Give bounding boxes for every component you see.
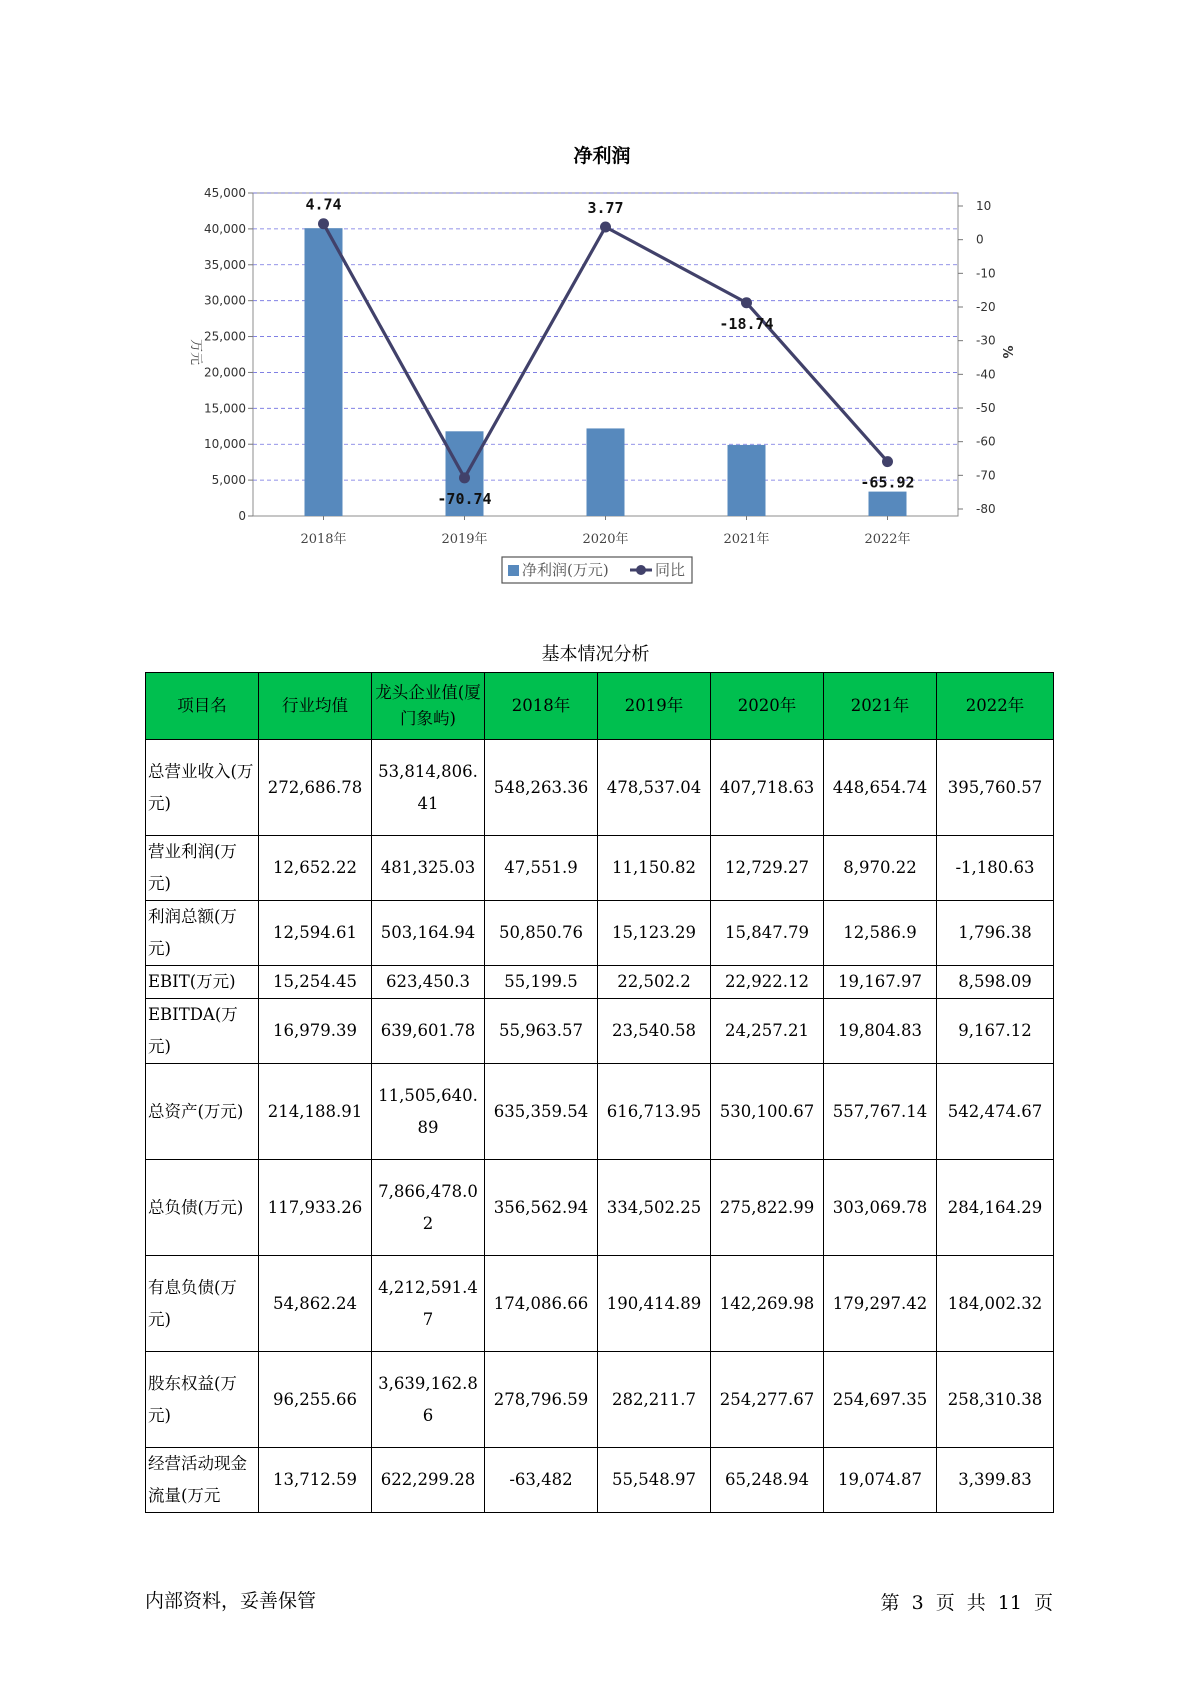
table-cell: 174,086.66 — [485, 1256, 598, 1352]
table-cell: 117,933.26 — [259, 1160, 372, 1256]
table-cell: 55,548.97 — [598, 1448, 711, 1513]
y-tick-label: 0 — [238, 509, 246, 523]
row-label: 营业利润(万元) — [146, 836, 259, 901]
table-cell: 616,713.95 — [598, 1064, 711, 1160]
table-cell: 278,796.59 — [485, 1352, 598, 1448]
header-cell: 龙头企业值(厦门象屿) — [372, 673, 485, 740]
y-tick-label: 10,000 — [204, 437, 246, 452]
table-cell: 557,767.14 — [824, 1064, 937, 1160]
table-row — [146, 1352, 1054, 1448]
bar — [869, 492, 907, 516]
table-row — [146, 1256, 1054, 1352]
table-cell: 50,850.76 — [485, 901, 598, 966]
y-tick-label: 5,000 — [211, 473, 246, 488]
table-cell: 503,164.94 — [372, 901, 485, 966]
y2-tick-label: 0 — [976, 232, 984, 247]
bar — [587, 428, 625, 516]
table-header-row — [146, 673, 1054, 740]
table-row — [146, 1160, 1054, 1256]
table-cell: 481,325.03 — [372, 836, 485, 901]
table-cell: 15,123.29 — [598, 901, 711, 966]
x-tick-label: 2022年 — [864, 532, 911, 547]
table-cell: 19,804.83 — [824, 999, 937, 1064]
table-row — [146, 836, 1054, 901]
table-cell: 54,862.24 — [259, 1256, 372, 1352]
row-label: 有息负债(万元) — [146, 1256, 259, 1352]
data-label: 4.74 — [305, 195, 342, 214]
table-cell: 7,866,478.02 — [372, 1160, 485, 1256]
table-cell: 15,254.45 — [259, 966, 372, 999]
table-cell: 275,822.99 — [711, 1160, 824, 1256]
y2-tick-label: -70 — [976, 468, 996, 483]
y-tick-label: 40,000 — [204, 221, 246, 236]
table-cell: 8,598.09 — [937, 966, 1054, 999]
table-cell: 22,502.2 — [598, 966, 711, 999]
y2-tick-label: -40 — [976, 367, 996, 382]
table-cell: 179,297.42 — [824, 1256, 937, 1352]
table-cell: 282,211.7 — [598, 1352, 711, 1448]
x-tick-label: 2018年 — [300, 532, 347, 547]
legend-label-line: 同比 — [655, 561, 686, 579]
table-cell: 407,718.63 — [711, 740, 824, 836]
table-cell: 190,414.89 — [598, 1256, 711, 1352]
table-cell: 96,255.66 — [259, 1352, 372, 1448]
table-cell: 55,199.5 — [485, 966, 598, 999]
x-tick-label: 2021年 — [723, 532, 770, 547]
basic-analysis-table — [145, 672, 1054, 1513]
data-label: -18.74 — [719, 314, 774, 333]
table-row — [146, 901, 1054, 966]
table-cell: 9,167.12 — [937, 999, 1054, 1064]
table-cell: -63,482 — [485, 1448, 598, 1513]
row-label: 总负债(万元) — [146, 1160, 259, 1256]
table-cell: 12,729.27 — [711, 836, 824, 901]
y-tick-label: 30,000 — [204, 293, 246, 308]
table-cell: 622,299.28 — [372, 1448, 485, 1513]
table-cell: 3,639,162.86 — [372, 1352, 485, 1448]
y2-tick-label: -20 — [976, 300, 996, 314]
header-cell: 行业均值 — [259, 673, 372, 740]
line-point — [741, 297, 752, 308]
header-cell: 2019年 — [598, 673, 711, 740]
y-tick-label: 35,000 — [204, 257, 246, 272]
row-label: 经营活动现金流量(万元 — [146, 1448, 259, 1513]
header-cell: 2021年 — [824, 673, 937, 740]
table-cell: 214,188.91 — [259, 1064, 372, 1160]
y2-tick-label: -30 — [976, 333, 996, 348]
y2-tick-label: 10 — [976, 199, 992, 213]
table-cell: 24,257.21 — [711, 999, 824, 1064]
table-row — [146, 740, 1054, 836]
y-tick-label: 45,000 — [204, 186, 246, 200]
row-label: 总营业收入(万元) — [146, 740, 259, 836]
table-cell: 623,450.3 — [372, 966, 485, 999]
y-tick-label: 20,000 — [204, 365, 246, 380]
legend-label-bar: 净利润(万元) — [522, 561, 609, 579]
table-cell: 12,652.22 — [259, 836, 372, 901]
table-cell: 254,697.35 — [824, 1352, 937, 1448]
table-cell: -1,180.63 — [937, 836, 1054, 901]
table-row — [146, 966, 1054, 999]
table-cell: 22,922.12 — [711, 966, 824, 999]
table-cell: 55,963.57 — [485, 999, 598, 1064]
table-cell: 13,712.59 — [259, 1448, 372, 1513]
chart-title: 净利润 — [573, 145, 631, 167]
footer-page-number: 第 3 页 共 11 页 — [880, 1592, 1053, 1614]
table-cell: 47,551.9 — [485, 836, 598, 901]
table-row — [146, 1448, 1054, 1513]
line-point — [318, 218, 329, 229]
net-profit-chart — [0, 0, 1191, 600]
table-cell: 356,562.94 — [485, 1160, 598, 1256]
table-cell: 258,310.38 — [937, 1352, 1054, 1448]
table-cell: 3,399.83 — [937, 1448, 1054, 1513]
table-cell: 395,760.57 — [937, 740, 1054, 836]
legend-marker-line — [636, 565, 646, 575]
table-cell: 15,847.79 — [711, 901, 824, 966]
footer-confidential: 内部资料，妥善保管 — [145, 1590, 317, 1612]
table-cell: 448,654.74 — [824, 740, 937, 836]
table-body — [146, 740, 1054, 1513]
y-tick-label: 25,000 — [204, 329, 246, 344]
legend-swatch-bar — [508, 565, 519, 576]
x-tick-label: 2019年 — [441, 532, 488, 547]
table-row — [146, 1064, 1054, 1160]
row-label: 总资产(万元) — [146, 1064, 259, 1160]
table-cell: 53,814,806.41 — [372, 740, 485, 836]
table-cell: 635,359.54 — [485, 1064, 598, 1160]
table-cell: 542,474.67 — [937, 1064, 1054, 1160]
line-point — [882, 456, 893, 467]
y-axis-label: 万元 — [188, 338, 203, 366]
left-axis — [204, 186, 253, 523]
row-label: 利润总额(万元) — [146, 901, 259, 966]
table-cell: 639,601.78 — [372, 999, 485, 1064]
table-cell: 478,537.04 — [598, 740, 711, 836]
header-cell: 2020年 — [711, 673, 824, 740]
bar — [728, 445, 766, 516]
table-cell: 142,269.98 — [711, 1256, 824, 1352]
y2-tick-label: -80 — [976, 502, 996, 516]
table-cell: 284,164.29 — [937, 1160, 1054, 1256]
table-cell: 8,970.22 — [824, 836, 937, 901]
data-label: -65.92 — [860, 473, 915, 492]
table-cell: 65,248.94 — [711, 1448, 824, 1513]
table-cell: 11,505,640.89 — [372, 1064, 485, 1160]
data-label: 3.77 — [587, 198, 624, 217]
table-cell: 303,069.78 — [824, 1160, 937, 1256]
header-cell: 2022年 — [937, 673, 1054, 740]
y-tick-label: 15,000 — [204, 401, 246, 416]
y2-axis-label: % — [999, 345, 1014, 359]
table-caption: 基本情况分析 — [541, 644, 650, 665]
line-point — [600, 221, 611, 232]
table-cell: 334,502.25 — [598, 1160, 711, 1256]
header-cell: 项目名 — [146, 673, 259, 740]
table-cell: 4,212,591.47 — [372, 1256, 485, 1352]
table-cell: 272,686.78 — [259, 740, 372, 836]
table-cell: 11,150.82 — [598, 836, 711, 901]
table-cell: 254,277.67 — [711, 1352, 824, 1448]
data-label: -70.74 — [437, 489, 492, 508]
bar — [305, 228, 343, 516]
row-label: EBITDA(万元) — [146, 999, 259, 1064]
chart-legend — [502, 557, 692, 583]
table-row — [146, 999, 1054, 1064]
y2-tick-label: -50 — [976, 401, 996, 415]
table-cell: 19,074.87 — [824, 1448, 937, 1513]
row-label: EBIT(万元) — [146, 966, 259, 999]
header-cell: 2018年 — [485, 673, 598, 740]
table-cell: 184,002.32 — [937, 1256, 1054, 1352]
row-label: 股东权益(万元) — [146, 1352, 259, 1448]
table-cell: 548,263.36 — [485, 740, 598, 836]
table-cell: 19,167.97 — [824, 966, 937, 999]
x-axis — [300, 516, 910, 547]
table-cell: 1,796.38 — [937, 901, 1054, 966]
table-cell: 23,540.58 — [598, 999, 711, 1064]
y2-tick-label: -10 — [976, 266, 996, 281]
table-cell: 12,586.9 — [824, 901, 937, 966]
y2-tick-label: -60 — [976, 434, 996, 449]
table-cell: 16,979.39 — [259, 999, 372, 1064]
table-cell: 530,100.67 — [711, 1064, 824, 1160]
table-cell: 12,594.61 — [259, 901, 372, 966]
line-point — [459, 472, 470, 483]
right-axis — [958, 199, 996, 516]
x-tick-label: 2020年 — [582, 532, 629, 547]
